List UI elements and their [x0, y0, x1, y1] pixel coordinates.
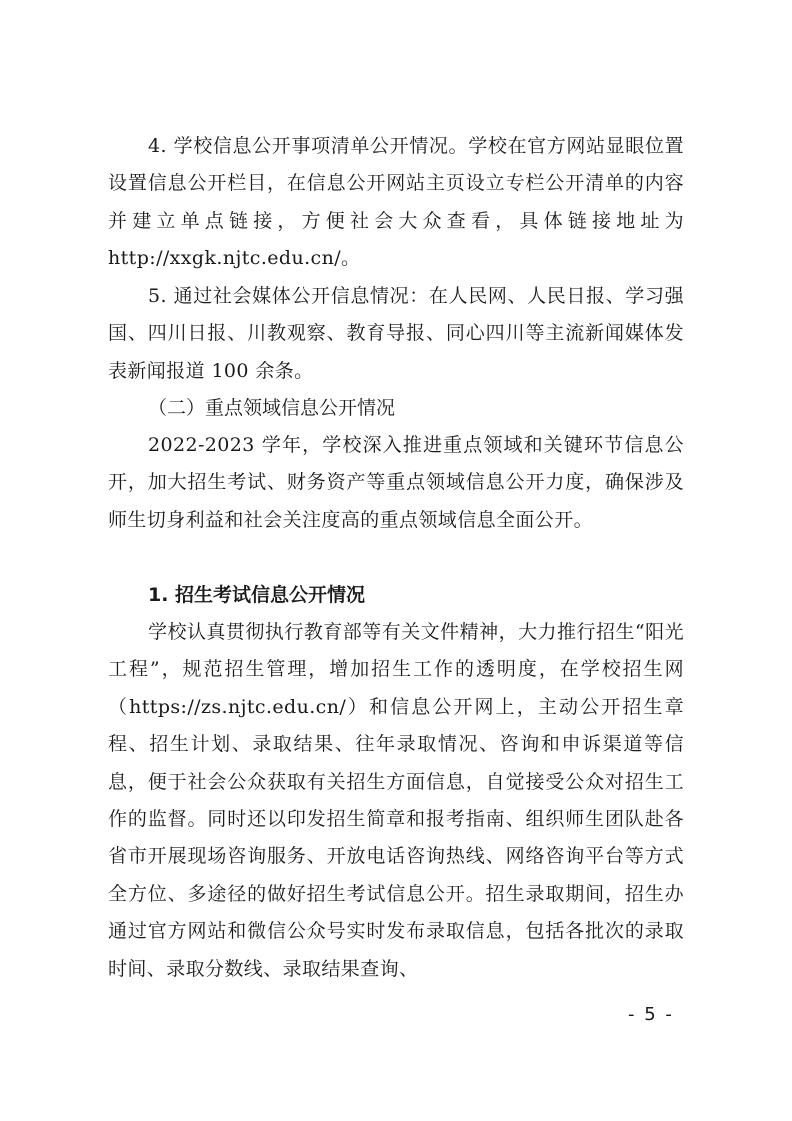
page-number: - 5 - — [628, 1004, 674, 1025]
section-intro: 2022-2023 学年，学校深入推进重点领域和关键环节信息公开，加大招生考试、财务资产等重点领域信息公开力度，确保涉及师生切身利益和社会关注度高的重点领域信息全面公开。 — [108, 434, 684, 531]
paragraph-item-4: 4. 学校信息公开事项清单公开情况。学校在官方网站显眼位置设置信息公开栏目，在信息公开网站主页设立专栏公开清单的内容并建立单点链接，方便社会大众查看，具体链接地址为 http://xxgk.njtc.edu.cn/。 — [108, 135, 684, 270]
subsection-heading: 1. 招生考试信息公开情况 — [148, 584, 366, 606]
section-heading: （二）重点领域信息公开情况 — [148, 397, 396, 419]
paragraph-item-5: 5. 通过社会媒体公开信息情况：在人民网、人民日报、学习强国、四川日报、川教观察、教育导报、同心四川等主流新闻媒体发表新闻报道 100 余条。 — [108, 285, 684, 382]
subsection-body: 学校认真贯彻执行教育部等有关文件精神，大力推行招生“阳光工程”，规范招生管理，增加招生工作的透明度，在学校招生网（https://zs.njtc.edu.cn/）和信息公开网上，主动公开招生章程、招生计划、录取结果、往年录取情况、咨询和申诉渠道等信息，便于社会公众获取有关招生方面信息，自觉接受公众对招生工作的监督。同时还以印发招生简章和报考指南、组织师生团队赴各省市开展现场咨询服务、开放电话咨询热线、网络咨询平台等方式全方位、多途径的做好招生考试信息公开。招生录取期间，招生办通过官方网站和微信公众号实时发布录取信息，包括各批次的录取时间、录取分数线、录取结果查询、 — [108, 621, 684, 980]
